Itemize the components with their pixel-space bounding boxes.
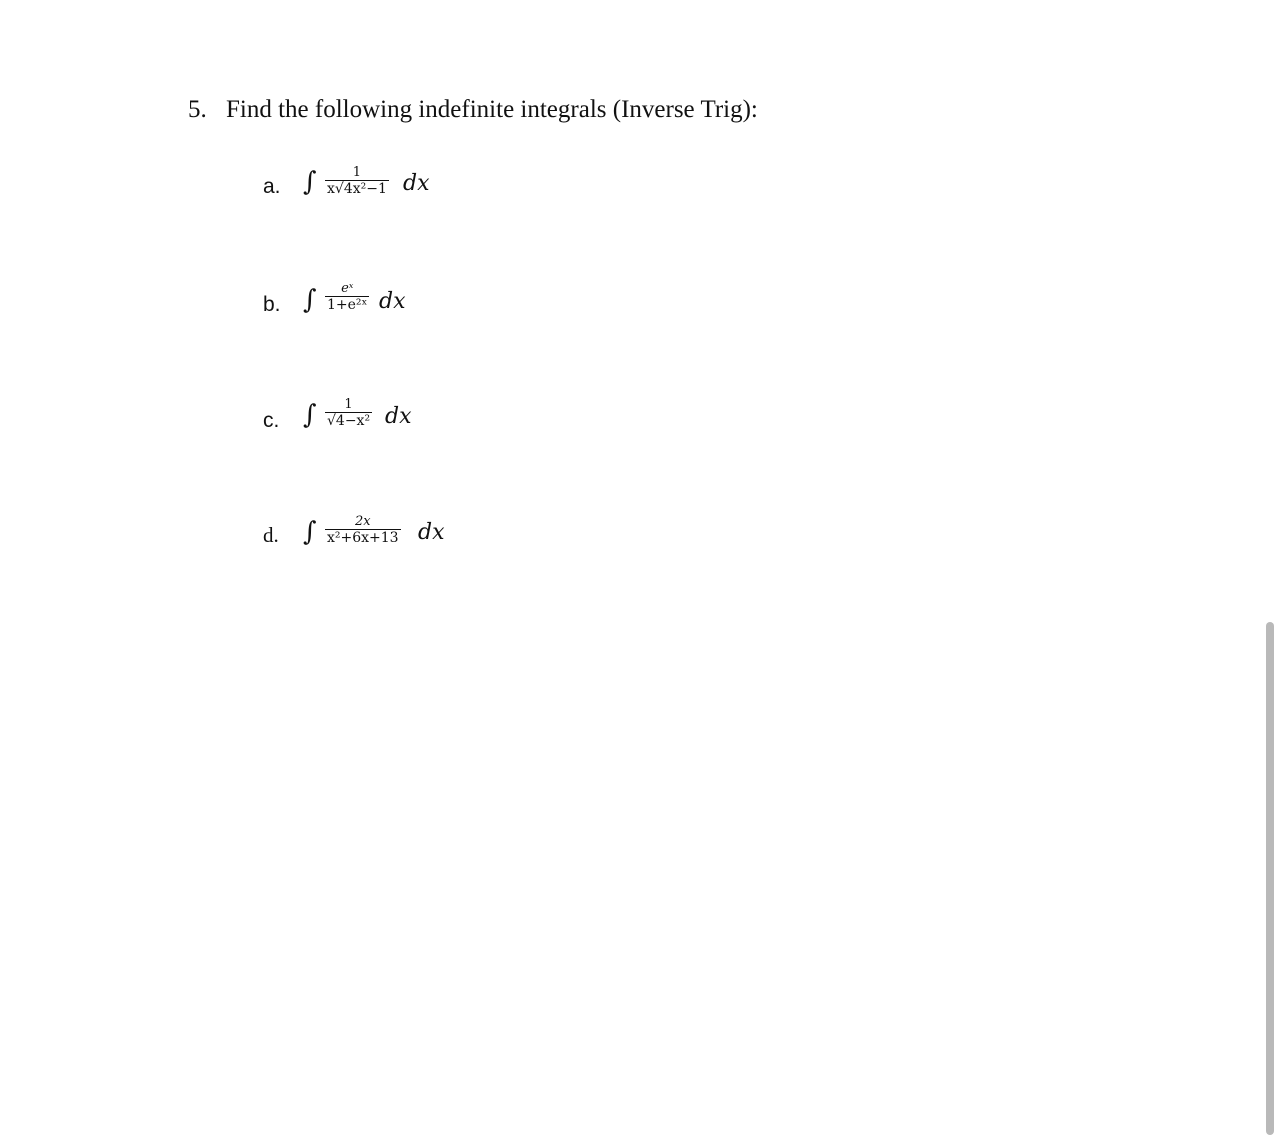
integral-item-c	[263, 397, 563, 457]
item-label: c.	[263, 409, 280, 432]
question-text: Find the following indefinite integrals (Inverse Trig):	[226, 96, 758, 123]
denominator: x√4x²−1	[327, 181, 387, 197]
differential: dx	[385, 404, 412, 429]
fraction	[325, 397, 372, 430]
vertical-scrollbar[interactable]	[1266, 622, 1274, 1135]
integral-sign: ∫	[303, 167, 317, 197]
differential: dx	[379, 289, 406, 314]
question-heading	[188, 96, 758, 124]
integral-item-a	[263, 165, 563, 225]
item-label: d.	[263, 523, 279, 547]
question-number: 5.	[188, 96, 207, 123]
numerator: 1	[352, 165, 362, 180]
denominator: √4−x²	[327, 413, 371, 429]
item-label: b.	[263, 293, 281, 316]
numerator: 1	[344, 397, 353, 412]
fraction	[325, 514, 401, 547]
denominator: 1+e²ˣ	[327, 297, 368, 313]
integral-sign: ∫	[303, 400, 317, 430]
integral-sign: ∫	[303, 517, 317, 547]
fraction	[325, 281, 369, 314]
integral-item-b	[263, 281, 563, 341]
differential: dx	[403, 171, 430, 196]
item-label: a.	[263, 175, 281, 198]
numerator: 2x	[354, 514, 371, 529]
denominator: x²+6x+13	[327, 530, 399, 546]
numerator: eˣ	[341, 281, 354, 296]
integral-item-d	[263, 514, 563, 574]
fraction	[325, 165, 389, 198]
differential: dx	[418, 520, 445, 545]
integral-sign: ∫	[303, 285, 317, 315]
